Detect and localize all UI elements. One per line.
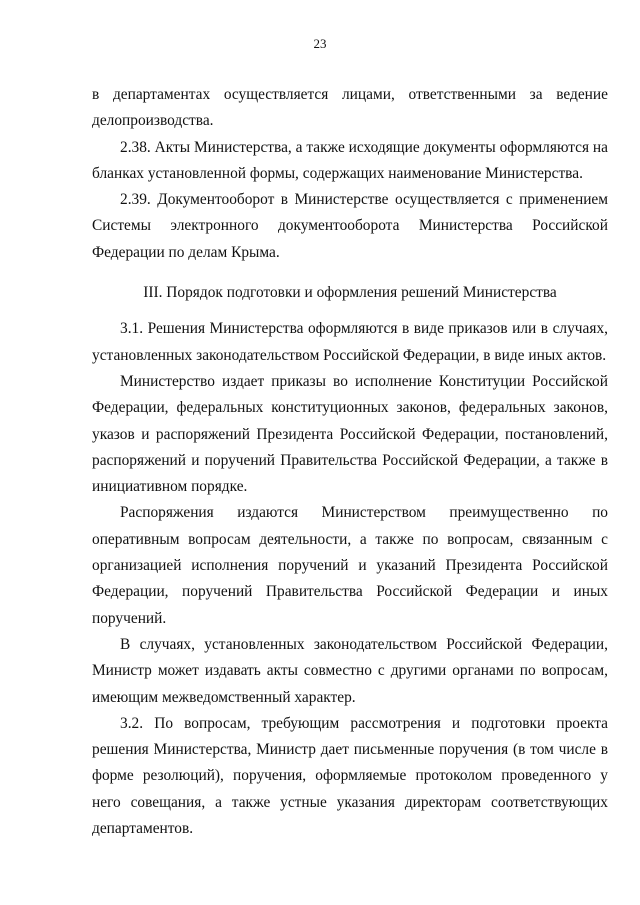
section-heading: III. Порядок подготовки и оформления решений Министерства <box>143 284 557 302</box>
paragraph-3-1: 3.1. Решения Министерства оформляются в виде приказов или в случаях, установленных законодательством Российской Федерации, в виде иных актов. <box>92 320 608 364</box>
paragraph-3-2: 3.2. По вопросам, требующим рассмотрения и подготовки проекта решения Министерства, Министр дает письменные поручения (в том числе в форме резолюций), поручения, оформляемые протоколом проведенного у него совещания, а также устные указания директорам соответствующих департаментов. <box>92 714 608 838</box>
paragraph-directives: Распоряжения издаются Министерством преимущественно по оперативным вопросам деятельности, а также по вопросам, связанным с организацией исполнения поручений и указаний Президента Российской Федерации, поручений Правительства Российской Федерации и иных поручений. <box>92 504 608 627</box>
page-number: 23 <box>313 36 327 51</box>
paragraph-continuation: в департаментах осуществляется лицами, ответственными за ведение делопроизводства. <box>92 86 608 130</box>
paragraph-orders: Министерство издает приказы во исполнение Конституции Российской Федерации, федеральных конституционных законов, федеральных законов, указов и распоряжений Президента Российской Федерации, постановлений, распоряжений и поручений Правительства Российской Федерации, а также в инициативном порядке. <box>92 372 608 496</box>
paragraph-2-38: 2.38. Акты Министерства, а также исходящие документы оформляются на бланках установленной формы, содержащих наименование Министерства. <box>92 138 608 182</box>
document-body <box>92 82 608 842</box>
paragraph-2-39: 2.39. Документооборот в Министерстве осуществляется с применением Системы электронного документооборота Министерства Российской Федерации по делам Крыма. <box>92 191 608 261</box>
paragraph-joint-acts: В случаях, установленных законодательством Российской Федерации, Министр может издавать акты совместно с другими органами по вопросам, имеющим межведомственный характер. <box>92 635 608 706</box>
